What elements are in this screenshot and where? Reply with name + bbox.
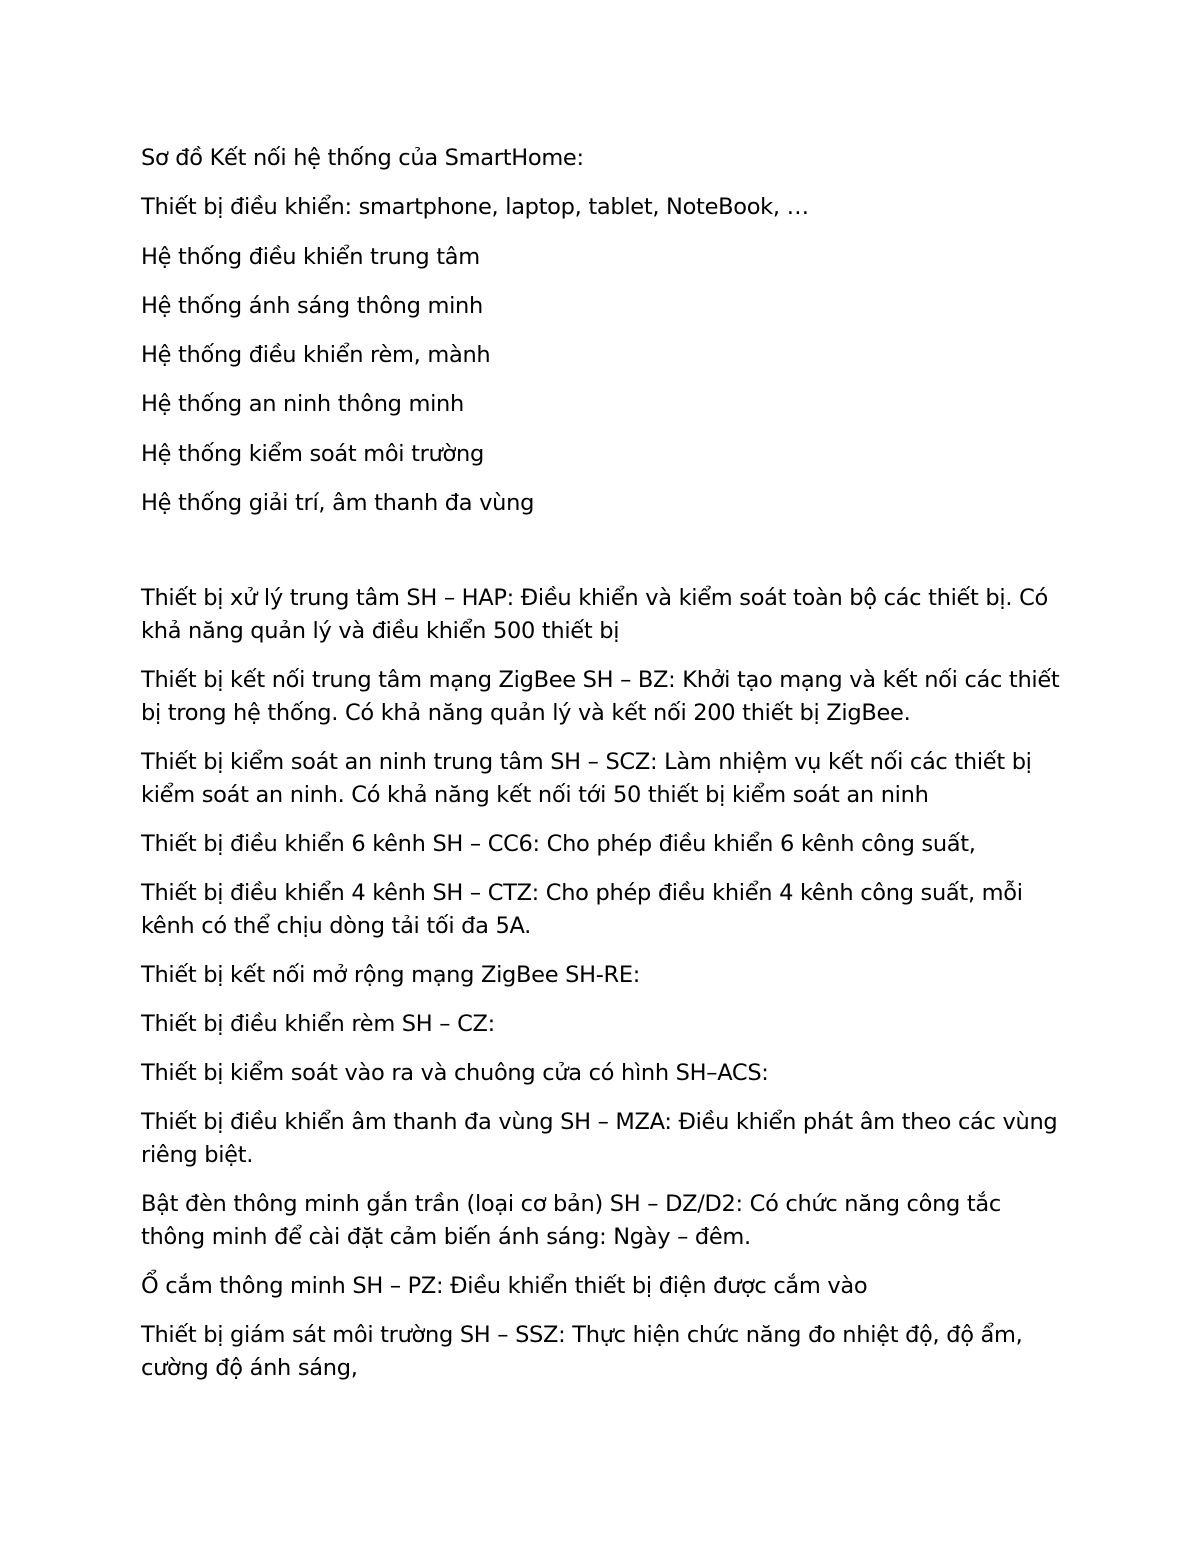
- paragraph: Ổ cắm thông minh SH – PZ: Điều khiển thiết bị điện được cắm vào: [141, 1273, 868, 1300]
- paragraph: Thiết bị kiểm soát vào ra và chuông cửa có hình SH–ACS:: [141, 1060, 769, 1087]
- paragraph: Thiết bị giám sát môi trường SH – SSZ: Thực hiện chức năng đo nhiệt độ, độ ẩm, cường độ ánh sáng,: [141, 1322, 1023, 1382]
- paragraph: Thiết bị xử lý trung tâm SH – HAP: Điều khiển và kiểm soát toàn bộ các thiết bị. Có khả năng quản lý và điều khiển 500 thiết bị: [141, 585, 1048, 645]
- paragraph: Thiết bị kiểm soát an ninh trung tâm SH – SCZ: Làm nhiệm vụ kết nối các thiết bị kiểm soát an ninh. Có khả năng kết nối tới 50 thiết bị kiểm soát an ninh: [141, 749, 1032, 809]
- paragraph: Thiết bị kết nối mở rộng mạng ZigBee SH-RE:: [141, 962, 641, 989]
- text-line: Hệ thống kiểm soát môi trường: [141, 440, 484, 467]
- document-body: [141, 140, 1071, 1401]
- text-line: Hệ thống điều khiển trung tâm: [141, 243, 480, 270]
- paragraph: Thiết bị điều khiển âm thanh đa vùng SH – MZA: Điều khiển phát âm theo các vùng riêng biệt.: [141, 1109, 1058, 1169]
- paragraph: Thiết bị điều khiển 4 kênh SH – CTZ: Cho phép điều khiển 4 kênh công suất, mỗi kênh có thể chịu dòng tải tối đa 5A.: [141, 880, 1023, 940]
- text-line: Thiết bị điều khiển: smartphone, laptop, tablet, NoteBook, …: [141, 194, 809, 221]
- document-heading: Sơ đồ Kết nối hệ thống của SmartHome:: [141, 145, 584, 171]
- paragraph: Thiết bị điều khiển 6 kênh SH – CC6: Cho phép điều khiển 6 kênh công suất,: [141, 831, 976, 858]
- text-line: Hệ thống an ninh thông minh: [141, 391, 464, 418]
- paragraph: Thiết bị kết nối trung tâm mạng ZigBee SH – BZ: Khởi tạo mạng và kết nối các thiết bị trong hệ thống. Có khả năng quản lý và kết nối 200 thiết bị ZigBee.: [141, 667, 1060, 727]
- text-line: Hệ thống giải trí, âm thanh đa vùng: [141, 490, 535, 517]
- blank-line: [141, 534, 1071, 582]
- text-line: Hệ thống điều khiển rèm, mành: [141, 342, 491, 369]
- paragraph: Bật đèn thông minh gắn trần (loại cơ bản) SH – DZ/D2: Có chức năng công tắc thông minh để cài đặt cảm biến ánh sáng: Ngày – đêm.: [141, 1191, 1001, 1251]
- text-line: Hệ thống ánh sáng thông minh: [141, 292, 483, 319]
- paragraph: Thiết bị điều khiển rèm SH – CZ:: [141, 1011, 495, 1038]
